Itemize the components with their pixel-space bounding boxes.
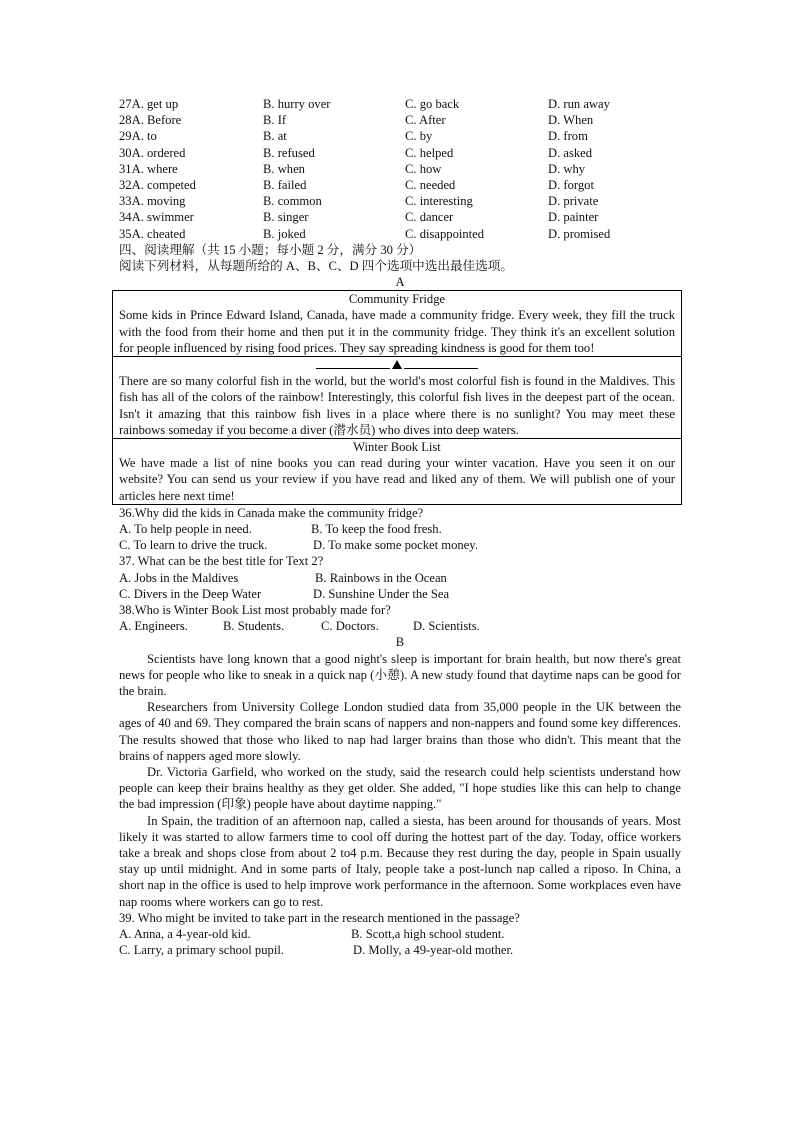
passage-label: B xyxy=(395,635,405,650)
passage-b xyxy=(119,651,681,910)
option-row: 31A. where B. when C. how D. why xyxy=(119,161,586,176)
question-options: C. Divers in the Deep Water D. Sunshine Under the Sea xyxy=(119,586,450,601)
box-title: Winter Book List xyxy=(353,440,441,455)
paragraph: In Spain, the tradition of an afternoon nap, called a siesta, has been around for thousands of years. Most likely it was started to allow farmers time to cool off during the hottest part of the day. Today, office workers take a break and shops close from about 2 to4 p.m. Because they rest during the day, people in Spain usually stay up until midnight. And in some parts of Italy, people take a post-lunch nap called a riposo. In China, a short nap in the office is used to help improve work performance in the afternoon. Some workplaces even have nap rooms where workers can go to rest. xyxy=(119,813,681,909)
box-text: Some kids in Prince Edward Island, Canada, have made a community fridge. Every week, they fill the truck with the food from their home and then put it in the community fridge. They think it's an excellent solution for people influenced by rising food prices. They say spreading kindness is good for them too! xyxy=(119,308,675,355)
section-heading: 四、阅读理解（共 15 小题；每小题 2 分，满分 30 分） xyxy=(119,242,422,257)
question-options: C. Larry, a primary school pupil. D. Molly, a 49-year-old mother. xyxy=(119,943,514,958)
questions-a xyxy=(119,505,681,635)
question-stem: 38.Who is Winter Book List most probably made for? xyxy=(119,602,391,617)
paragraph: Dr. Victoria Garfield, who worked on the study, said the research could help scientists understand how people can keep their brains healthy as they get older. She added, "I hope studies like this can help to change the bad impression (印象) people have about daytime napping." xyxy=(119,764,681,812)
question-options: A. Engineers. B. Students. C. Doctors. D. Scientists. xyxy=(119,619,480,634)
passage-a-box xyxy=(112,290,682,505)
option-row: 30A. ordered B. refused C. helped D. asked xyxy=(119,145,593,160)
option-row: 28A. Before B. If C. After D. When xyxy=(119,113,594,128)
question-stem: 39. Who might be invited to take part in the research mentioned in the passage? xyxy=(119,910,520,925)
text-rainbow-fish xyxy=(113,356,681,438)
passage-label: A xyxy=(395,275,405,290)
question-options: A. Anna, a 4-year-old kid. B. Scott,a high school student. xyxy=(119,926,505,941)
box-title: Community Fridge xyxy=(348,292,446,307)
option-row: 29A. to B. at C. by D. from xyxy=(119,129,588,144)
option-row: 32A. competed B. failed C. needed D. forgot xyxy=(119,177,594,192)
question-options: C. To learn to drive the truck. D. To make some pocket money. xyxy=(119,538,478,553)
section-instruction: 阅读下列材料，从每题所给的 A、B、C、D 四个选项中选出最佳选项。 xyxy=(119,258,513,273)
box-text: There are so many colorful fish in the world, but the world's most colorful fish is found in the Maldives. This fish has all of the colors of the rainbow! Interestingly, this colorful fish lives in the deepest part of the ocean. Isn't it amazing that this rainbow fish lives in a place where there is no sunlight? You may meet these rainbows someday if you become a diver (潜水员) who dives into deep waters. xyxy=(119,374,675,437)
box-text: We have made a list of nine books you can read during your winter vacation. Have you seen it on our website? You can send us your review if you have read and liked any of them. We will publish one of your articles here next time! xyxy=(119,456,675,503)
option-row: 34A. swimmer B. singer C. dancer D. painter xyxy=(119,210,599,225)
triangle-icon xyxy=(392,360,402,369)
option-row: 27A. get up B. hurry over C. go back D. run away xyxy=(119,97,610,111)
paragraph: Researchers from University College London studied data from 35,000 people in the UK between the ages of 40 and 69. They compared the brain scans of nappers and non-nappers and found some key differences. The results showed that those who liked to nap had larger brains than those who didn't. This meant that the brains of nappers aged more slowly. xyxy=(119,700,681,763)
blank-line xyxy=(404,358,478,369)
questions-b xyxy=(119,910,681,959)
option-row: 33A. moving B. common C. interesting D. private xyxy=(119,194,599,209)
text-community-fridge xyxy=(113,291,681,356)
cloze-options xyxy=(119,96,681,242)
exam-page xyxy=(119,96,681,958)
paragraph: Scientists have long known that a good night's sleep is important for brain health, but now there's great news for people who like to sneak in a quick nap (小憩). A new study found that daytime naps can be good for the brain. xyxy=(119,651,681,698)
title-blank xyxy=(119,357,675,373)
text-winter-book-list xyxy=(113,438,681,504)
option-row: 35A. cheated B. joked C. disappointed D. promised xyxy=(119,226,611,241)
question-options: A. Jobs in the Maldives B. Rainbows in the Ocean xyxy=(119,570,447,585)
question-options: A. To help people in need. B. To keep the food fresh. xyxy=(119,522,442,537)
question-stem: 36.Why did the kids in Canada make the community fridge? xyxy=(119,505,424,520)
blank-line xyxy=(316,358,390,369)
question-stem: 37. What can be the best title for Text 2? xyxy=(119,554,324,569)
